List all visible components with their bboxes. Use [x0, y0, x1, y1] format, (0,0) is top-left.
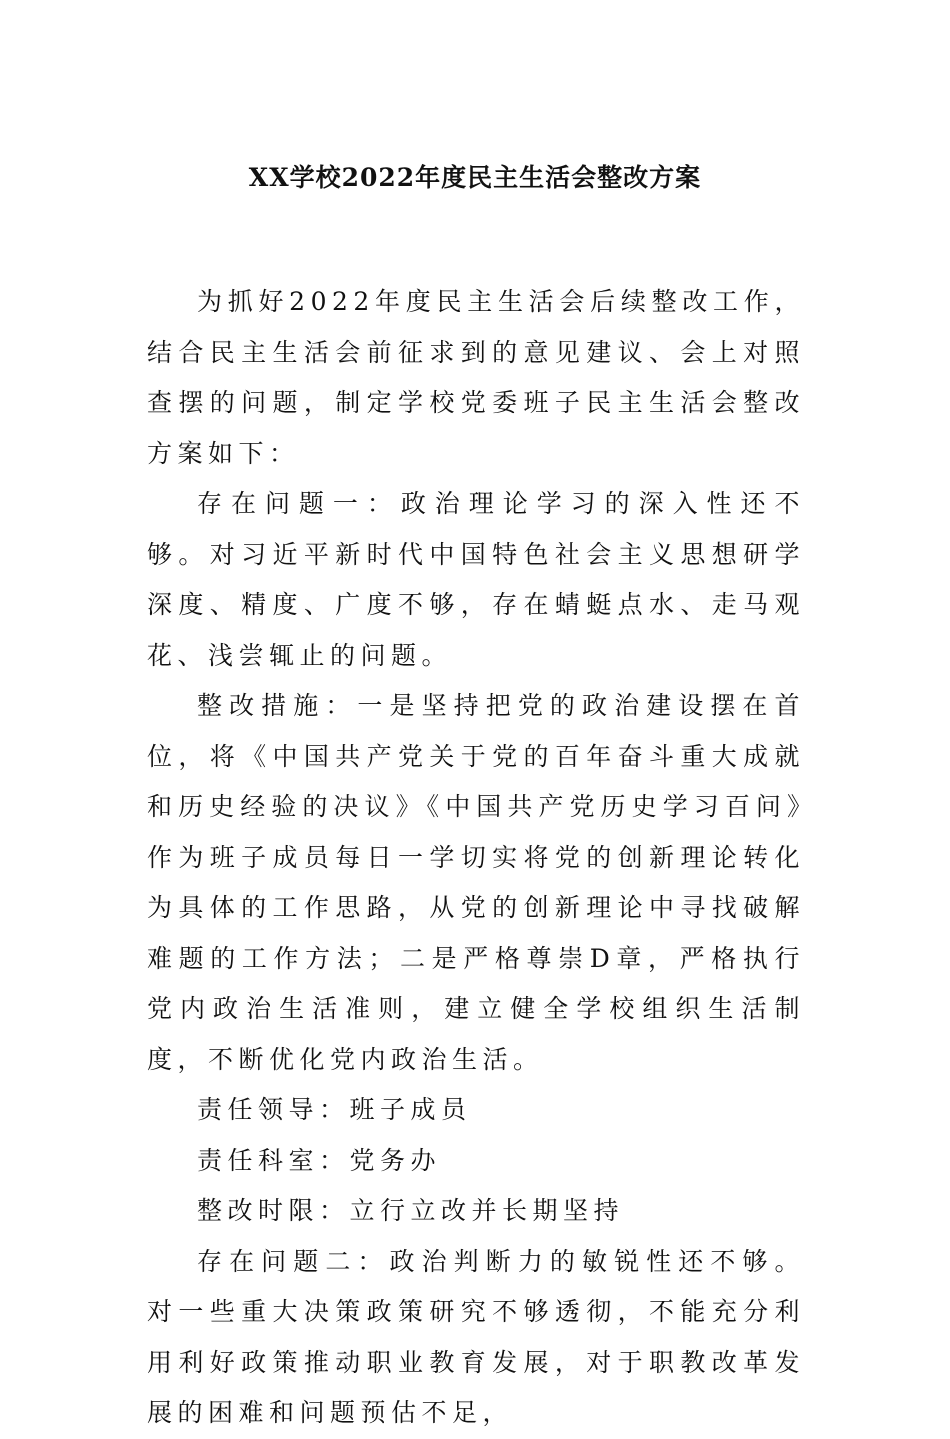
- document-body: [147, 277, 805, 1439]
- problem-two-paragraph: 存在问题二：政治判断力的敏锐性还不够。对一些重大决策政策研究不够透彻，不能充分利用利好政策推动职业教育发展，对于职教改革发展的困难和问题预估不足，: [147, 1246, 805, 1427]
- document-title: XX学校2022年度民主生活会整改方案: [248, 163, 702, 192]
- responsible-leader-line: 责任领导：班子成员: [197, 1095, 472, 1124]
- intro-paragraph: 为抓好2022年度民主生活会后续整改工作，结合民主生活会前征求到的意见建议、会上对照查摆的问题，制定学校党委班子民主生活会整改方案如下：: [147, 287, 805, 468]
- deadline-line: 整改时限：立行立改并长期坚持: [197, 1196, 625, 1225]
- rectification-measures-paragraph: 整改措施：一是坚持把党的政治建设摆在首位，将《中国共产党关于党的百年奋斗重大成就和历史经验的决议》《中国共产党历史学习百问》作为班子成员每日一学切实将党的创新理论转化为具体的工作思路，从党的创新理论中寻找破解难题的工作方法；二是严格尊崇D章，严格执行党内政治生活准则，建立健全学校组织生活制度，不断优化党内政治生活。: [147, 691, 805, 1074]
- problem-one-paragraph: 存在问题一：政治理论学习的深入性还不够。对习近平新时代中国特色社会主义思想研学深度、精度、广度不够，存在蜻蜓点水、走马观花、浅尝辄止的问题。: [147, 489, 805, 670]
- responsible-office-line: 责任科室：党务办: [197, 1145, 442, 1175]
